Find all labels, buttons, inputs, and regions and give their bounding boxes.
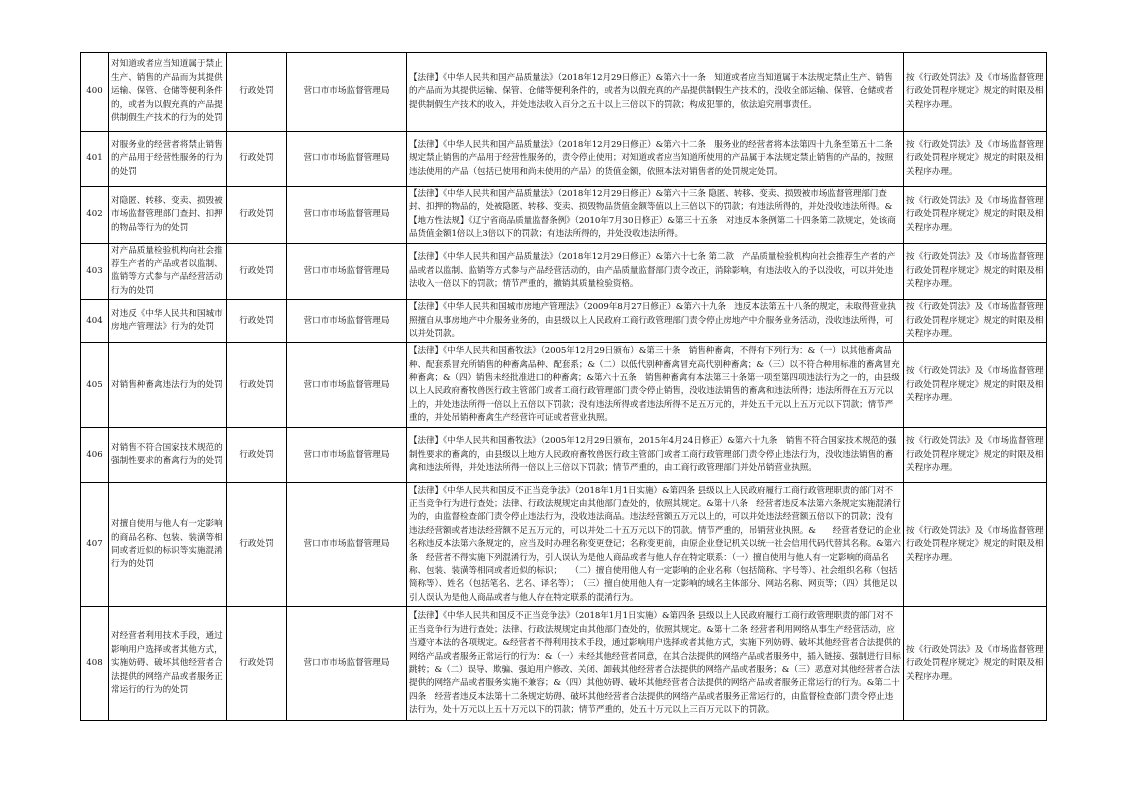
item-agency: 营口市市场监督管理局 [287, 53, 407, 132]
item-name: 对违反《中华人民共和国城市房地产管理法》行为的处罚 [109, 300, 227, 343]
item-name: 对销售种畜禽违法行为的处罚 [109, 343, 227, 428]
item-type: 行政处罚 [227, 607, 287, 721]
table-row [81, 132, 1047, 187]
table-row [81, 300, 1047, 343]
item-type: 行政处罚 [227, 483, 287, 607]
item-agency: 营口市市场监督管理局 [287, 300, 407, 343]
item-legal-basis: 【法律】《中华人民共和国反不正当竞争法》（2018年1月1日实施）&第四条 县级以上人民政府履行工商行政管理职责的部门对不正当竞争行为进行查处；法律、行政法规规定由其他部门查处的，依照其规定。&第十八条 经营者违反本法第六条规定实施混淆行为的，由监督检查部门责令停止违法行为，没收违法商品。违法经营额五万元以上的，可以并处违法经营额五倍以下的罚款；没有违法经营额或者违法经营额不足五万元的，可以并处二十五万元以下的罚款。情节严重的，吊销营业执照。& 经营者登记的企业名称违反本法第六条规定的，应当及时办理名称变更登记；名称变更前，由原企业登记机关以统一社会信用代码代替其名称。&第六条 经营者不得实施下列混淆行为，引人误认为是他人商品或者与他人存在特定联系：（一）擅自使用与他人有一定影响的商品名称、包装、装潢等相同或者近似的标识； （二）擅自使用他人有一定影响的企业名称（包括简称、字号等）、社会组织名称（包括简称等）、姓名（包括笔名、艺名、译名等）； （三）擅自使用他人有一定影响的域名主体部分、网站名称、网页等；（四）其他足以引人误认为是他人商品或者与他人存在特定联系的混淆行为。 [407, 483, 904, 607]
item-number: 401 [81, 132, 109, 187]
item-name: 对知道或者应当知道属于禁止生产、销售的产品而为其提供运输、保管、仓储等便利条件的，或者为以假充真的产品提供制假生产技术的行为的处罚 [109, 53, 227, 132]
item-agency: 营口市市场监督管理局 [287, 607, 407, 721]
item-procedure: 按《行政处罚法》及《市场监督管理行政处罚程序规定》规定的时限及相关程序办理。 [904, 483, 1047, 607]
item-type: 行政处罚 [227, 300, 287, 343]
table-row [81, 187, 1047, 244]
item-type: 行政处罚 [227, 243, 287, 300]
item-procedure: 按《行政处罚法》及《市场监督管理行政处罚程序规定》规定的时限及相关程序办理。 [904, 243, 1047, 300]
item-number: 400 [81, 53, 109, 132]
item-number: 407 [81, 483, 109, 607]
item-agency: 营口市市场监督管理局 [287, 343, 407, 428]
item-name: 对经营者利用技术手段，通过影响用户选择或者其他方式，实施妨碍、破坏其他经营者合法提供的网络产品或者服务正常运行的行为的处罚 [109, 607, 227, 721]
item-legal-basis: 【法律】《中华人民共和国畜牧法》（2005年12月29日颁布）&第三十条 销售种畜禽，不得有下列行为：&（一）以其他畜禽品种、配套系冒充所销售的种畜禽品种、配套系；&（二）以低代别种畜禽冒充高代别种畜禽；&（三）以不符合种用标准的畜禽冒充种畜禽；&（四）销售未经批准进口的种畜禽；&第六十五条 销售种畜禽有本法第三十条第一项至第四项违法行为之一的，由县级以上人民政府畜牧兽医行政主管部门或者工商行政管理部门责令停止销售，没收违法销售的畜禽和违法所得；违法所得在五万元以上的，并处违法所得一倍以上五倍以下罚款；没有违法所得或者违法所得不足五万元的，并处五千元以上五万元以下罚款；情节严重的，并处吊销种畜禽生产经营许可证或者营业执照。 [407, 343, 904, 428]
item-name: 对服务业的经营者将禁止销售的产品用于经营性服务的行为的处罚 [109, 132, 227, 187]
table-row [81, 607, 1047, 721]
item-procedure: 按《行政处罚法》及《市场监督管理行政处罚程序规定》规定的时限及相关程序办理。 [904, 53, 1047, 132]
item-legal-basis: 【法律】《中华人民共和国畜牧法》（2005年12月29日颁布，2015年4月24日修正）&第六十九条 销售不符合国家技术规范的强制性要求的畜禽的，由县级以上地方人民政府畜牧兽医行政主管部门或者工商行政管理部门责令停止违法行为，没收违法销售的畜禽和违法所得，并处违法所得一倍以上三倍以下罚款；情节严重的，由工商行政管理部门并处吊销营业执照。 [407, 428, 904, 483]
item-legal-basis: 【法律】《中华人民共和国反不正当竞争法》（2018年1月1日实施）&第四条 县级以上人民政府履行工商行政管理职责的部门对不正当竞争行为进行查处；法律、行政法规规定由其他部门查处的，依照其规定。&第十二条 经营者利用网络从事生产经营活动，应当遵守本法的各项规定。&经营者不得利用技术手段，通过影响用户选择或者其他方式，实施下列妨碍、破坏其他经营者合法提供的网络产品或者服务正常运行的行为：&（一）未经其他经营者同意，在其合法提供的网络产品或者服务中，插入链接、强制进行目标跳转；&（二）误导、欺骗、强迫用户修改、关闭、卸载其他经营者合法提供的网络产品或者服务；&（三）恶意对其他经营者合法提供的网络产品或者服务实施不兼容；&（四）其他妨碍、破坏其他经营者合法提供的网络产品或者服务正常运行的行为。&第二十四条 经营者违反本法第十二条规定妨碍、破坏其他经营者合法提供的网络产品或者服务正常运行的，由监督检查部门责令停止违法行为，处十万元以上五十万元以下的罚款；情节严重的，处五十万元以上三百万元以下的罚款。 [407, 607, 904, 721]
item-legal-basis: 【法律】《中华人民共和国产品质量法》（2018年12月29日修正）&第六十二条 服务业的经营者将本法第四十九条至第五十二条规定禁止销售的产品用于经营性服务的，责令停止使用；对知道或者应当知道所使用的产品属于本法规定禁止销售的产品的，按照违法使用的产品（包括已使用和尚未使用的产品）的货值金额，依照本法对销售者的处罚规定处罚。 [407, 132, 904, 187]
item-agency: 营口市市场监督管理局 [287, 428, 407, 483]
item-type: 行政处罚 [227, 132, 287, 187]
item-procedure: 按《行政处罚法》及《市场监督管理行政处罚程序规定》规定的时限及相关程序办理。 [904, 607, 1047, 721]
item-agency: 营口市市场监督管理局 [287, 483, 407, 607]
item-procedure: 按《行政处罚法》及《市场监督管理行政处罚程序规定》规定的时限及相关程序办理。 [904, 343, 1047, 428]
item-legal-basis: 【法律】《中华人民共和国城市房地产管理法》（2009年8月27日修正）&第六十九条 违反本法第五十八条的规定，未取得营业执照擅自从事房地产中介服务业务的，由县级以上人民政府工商行政管理部门责令停止房地产中介服务业务活动，没收违法所得，可以并处罚款。 [407, 300, 904, 343]
item-number: 404 [81, 300, 109, 343]
item-type: 行政处罚 [227, 187, 287, 244]
item-type: 行政处罚 [227, 428, 287, 483]
table-row [81, 53, 1047, 132]
item-legal-basis: 【法律】《中华人民共和国产品质量法》（2018年12月29日修正）&第六十七条 第二款 产品质量检验机构向社会推荐生产者的产品或者以监制、监销等方式参与产品经营活动的，由产品质量监督部门责令改正，消除影响，有违法收入的予以没收，可以并处违法收入一倍以下的罚款；情节严重的，撤销其质量检验资格。 [407, 243, 904, 300]
enforcement-table [80, 52, 1047, 721]
item-number: 403 [81, 243, 109, 300]
table-row [81, 243, 1047, 300]
item-legal-basis: 【法律】《中华人民共和国产品质量法》（2018年12月29日修正）&第六十三条 隐匿、转移、变卖、损毁被市场监督管理部门查封、扣押的物品的，处被隐匿、转移、变卖、损毁物品货值金额等值以上三倍以下的罚款；有违法所得的，并处没收违法所得。&【地方性法规】《辽宁省商品质量监督条例》（2010年7月30日修正）&第三十五条 对违反本条例第二十四条第二款规定，处该商品货值金额1倍以上3倍以下的罚款；有违法所得的，并处没收违法所得。 [407, 187, 904, 244]
item-procedure: 按《行政处罚法》及《市场监督管理行政处罚程序规定》规定的时限及相关程序办理。 [904, 428, 1047, 483]
item-number: 402 [81, 187, 109, 244]
table-row [81, 343, 1047, 428]
item-agency: 营口市市场监督管理局 [287, 243, 407, 300]
item-name: 对产品质量检验机构向社会推荐生产者的产品或者以监制、监销等方式参与产品经营活动行为的处罚 [109, 243, 227, 300]
item-procedure: 按《行政处罚法》及《市场监督管理行政处罚程序规定》规定的时限及相关程序办理。 [904, 132, 1047, 187]
item-name: 对擅自使用与他人有一定影响的商品名称、包装、装潢等相同或者近似的标识等实施混淆行为的处罚 [109, 483, 227, 607]
item-legal-basis: 【法律】《中华人民共和国产品质量法》（2018年12月29日修正）&第六十一条 知道或者应当知道属于本法规定禁止生产、销售的产品而为其提供运输、保管、仓储等便利条件的，或者为以假充真的产品提供制假生产技术的，没收全部运输、保管、仓储或者提供制假生产技术的收入，并处违法收入百分之五十以上三倍以下的罚款；构成犯罪的，依法追究刑事责任。 [407, 53, 904, 132]
item-procedure: 按《行政处罚法》及《市场监督管理行政处罚程序规定》规定的时限及相关程序办理。 [904, 187, 1047, 244]
table-row [81, 428, 1047, 483]
item-type: 行政处罚 [227, 53, 287, 132]
table-row [81, 483, 1047, 607]
item-type: 行政处罚 [227, 343, 287, 428]
item-number: 405 [81, 343, 109, 428]
item-name: 对隐匿、转移、变卖、损毁被市场监督管理部门查封、扣押的物品等行为的处罚 [109, 187, 227, 244]
item-agency: 营口市市场监督管理局 [287, 187, 407, 244]
item-number: 408 [81, 607, 109, 721]
item-procedure: 按《行政处罚法》及《市场监督管理行政处罚程序规定》规定的时限及相关程序办理。 [904, 300, 1047, 343]
item-name: 对销售不符合国家技术规范的强制性要求的畜禽行为的处罚 [109, 428, 227, 483]
item-agency: 营口市市场监督管理局 [287, 132, 407, 187]
item-number: 406 [81, 428, 109, 483]
